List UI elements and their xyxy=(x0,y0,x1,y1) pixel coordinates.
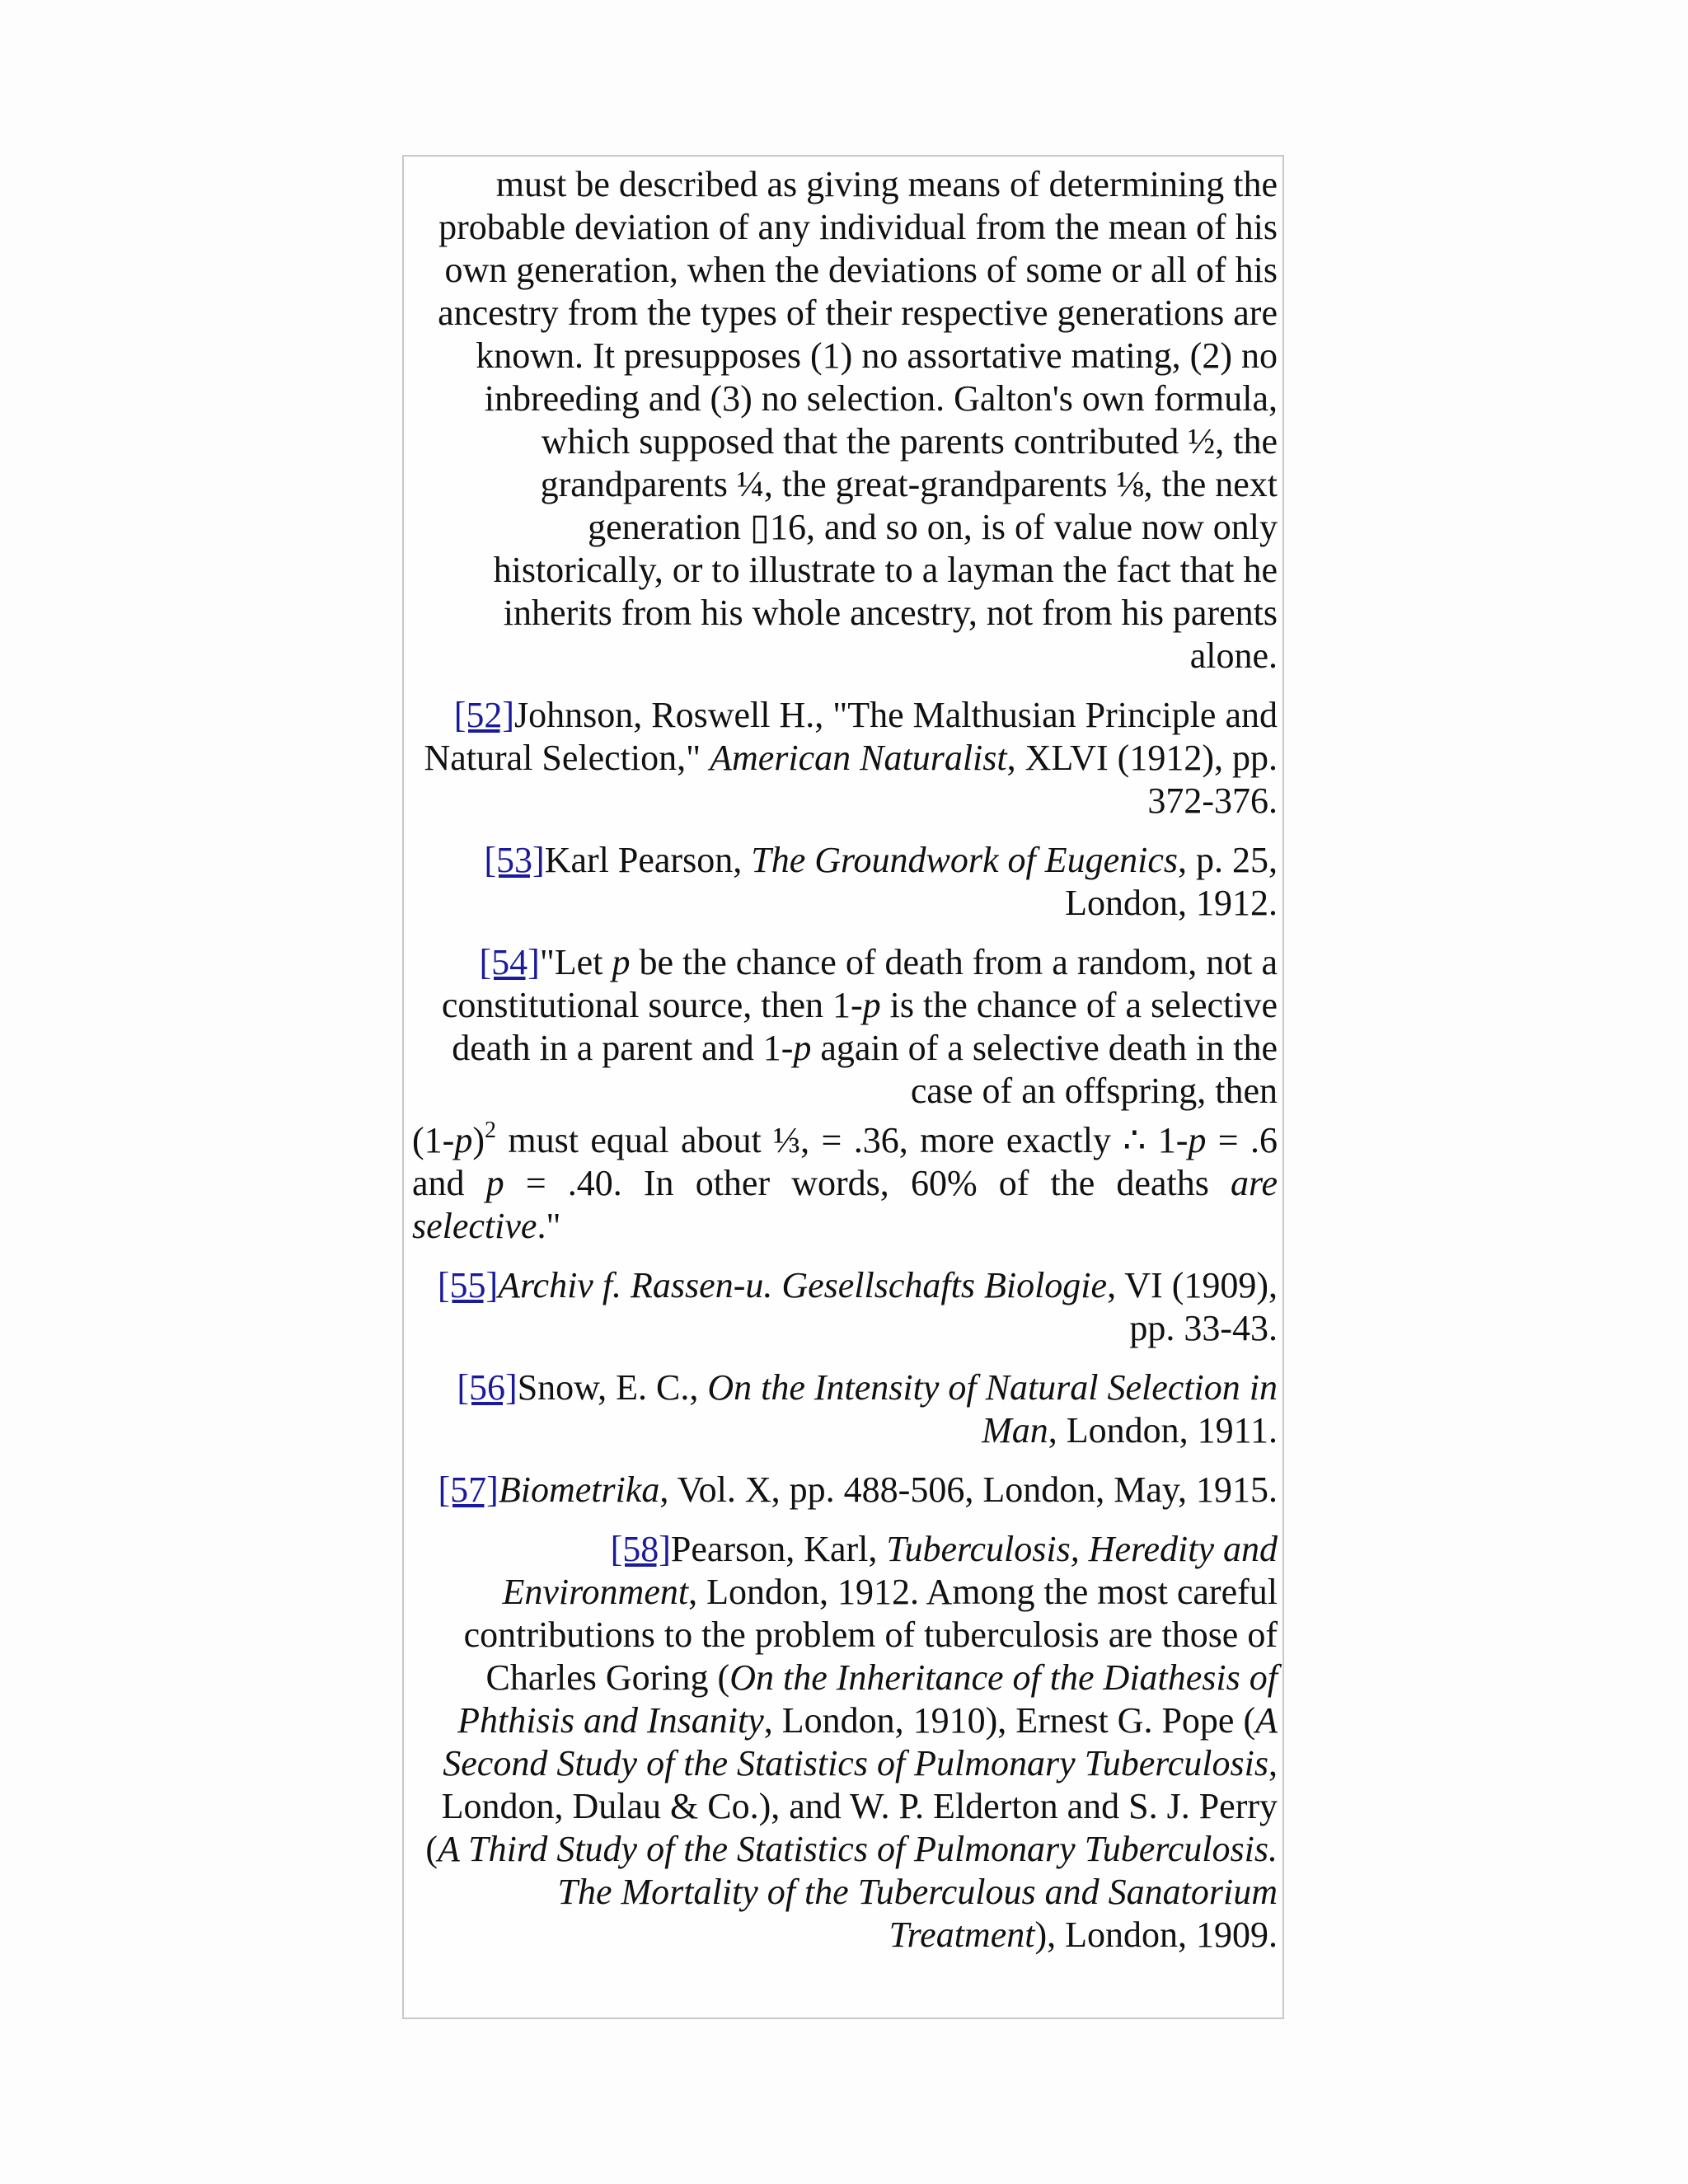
footnote-58-text-a: Pearson, Karl, xyxy=(670,1529,887,1569)
footnote-57 xyxy=(412,1469,1278,1511)
footnote-continuation xyxy=(412,163,1278,677)
equation-text-2: ) xyxy=(472,1120,485,1160)
footnote-continuation-text: must be described as giving means of determining the probable deviation of any individual from the mean of his own generation, when the deviations of some or all of his ancestry from the types of their respective generations are known. It presupposes (1) no assortative mating, (2) no inbreeding and (3) no selection. Galton's own formula, which supposed that the parents contributed ½, the grandparents ¼, the great-grandparents ⅛, the next generation ▯16, and so on, is of value now only historically, or to illustrate to a layman the fact that he inherits from his whole ancestry, not from his parents alone. xyxy=(438,164,1278,676)
footnote-55-text-c: , VI (1909), pp. 33-43. xyxy=(1107,1265,1278,1348)
footnote-52-text-c: , XLVI (1912), pp. 372-376. xyxy=(1006,738,1278,821)
footnote-58-title-pope: A Second Study of the Statistics of Pulmonary Tuberculosis xyxy=(443,1700,1278,1783)
footnote-54-text-a: "Let xyxy=(539,942,612,982)
footnote-link-56[interactable]: [56] xyxy=(457,1367,518,1408)
footnote-54-var-p2: p xyxy=(862,985,881,1025)
footnote-56 xyxy=(412,1366,1278,1452)
page-frame xyxy=(402,155,1284,2019)
equation-text-6: ." xyxy=(537,1206,561,1246)
footnote-54-equation xyxy=(412,1119,1278,1248)
equation-var-p3: p xyxy=(485,1163,504,1203)
equation-exponent: 2 xyxy=(484,1118,496,1143)
footnote-link-57[interactable]: [57] xyxy=(438,1469,499,1510)
footnote-54 xyxy=(412,941,1278,1113)
equation-text-5: = .40. In other words, 60% of the deaths xyxy=(504,1163,1231,1203)
footnote-58 xyxy=(412,1528,1278,1957)
footnote-52-text-a: Johnson, Roswell H., "The Malthusian Principle and Natural Selection," xyxy=(424,695,1278,778)
footnote-54-text-b: be the chance of death from a random, not a constitutional source, then 1- xyxy=(441,942,1278,1025)
equation-var-p2: p xyxy=(1188,1120,1207,1160)
footnote-54-text-c: is the chance of a selective death in a parent and 1- xyxy=(452,985,1278,1068)
footnote-54-var-p3: p xyxy=(793,1028,812,1068)
footnote-link-52[interactable]: [52] xyxy=(453,695,515,735)
footnote-54-text-d: again of a selective death in the case of an offspring, then xyxy=(811,1028,1278,1111)
footnote-55 xyxy=(412,1264,1278,1350)
footnote-58-text-g: , London, Dulau & Co.), and W. P. Elderton and S. J. Perry ( xyxy=(425,1743,1278,1869)
footnote-56-text-a: Snow, E. C., xyxy=(517,1367,708,1408)
footnote-58-title-goring: On the Inheritance of the Diathesis of Phthisis and Insanity xyxy=(457,1657,1278,1741)
footnote-53-title: The Groundwork of Eugenics xyxy=(751,840,1178,880)
equation-text-4: = .6 and xyxy=(412,1120,1278,1203)
footnote-54-var-p1: p xyxy=(612,942,631,982)
footnote-58-text-j: ), London, 1909. xyxy=(1034,1915,1278,1955)
footnote-56-title: On the Intensity of Natural Selection in Man xyxy=(707,1367,1278,1451)
footnote-link-55[interactable]: [55] xyxy=(437,1265,499,1305)
footnote-58-title-elderton: A Third Study of the Statistics of Pulmonary Tuberculosis. The Mortality of the Tuberculous and Sanatorium Treatment xyxy=(438,1829,1278,1955)
footnote-53-text-a: Karl Pearson, xyxy=(544,840,752,880)
equation-text-1: (1- xyxy=(412,1120,455,1160)
equation-text-3: must equal about ⅓, = .36, more exactly ∴ 1- xyxy=(495,1120,1189,1160)
footnote-58-title: Tuberculosis, Heredity and Environment xyxy=(502,1529,1278,1612)
equation-var-p: p xyxy=(454,1120,473,1160)
footnote-link-53[interactable]: [53] xyxy=(484,840,545,880)
footnote-52 xyxy=(412,694,1278,823)
footnote-57-text-c: , Vol. X, pp. 488-506, London, May, 1915. xyxy=(659,1469,1278,1510)
footnote-53-text-c: , p. 25, London, 1912. xyxy=(1065,840,1278,923)
footnote-52-title: American Naturalist xyxy=(710,738,1007,778)
footnote-57-title: Biometrika xyxy=(498,1469,660,1510)
footnote-56-text-c: , London, 1911. xyxy=(1048,1410,1278,1451)
footnote-58-text-e: , London, 1910), Ernest G. Pope ( xyxy=(763,1700,1256,1741)
footnote-link-58[interactable]: [58] xyxy=(610,1529,671,1569)
footnote-58-text-c: , London, 1912. Among the most careful contributions to the problem of tuberculosis are those of Charles Goring ( xyxy=(463,1572,1278,1698)
equation-emphasis: are selective xyxy=(412,1163,1278,1246)
footnote-link-54[interactable]: [54] xyxy=(479,942,540,982)
footnotes-content xyxy=(412,163,1278,1973)
footnote-53 xyxy=(412,839,1278,925)
footnote-55-title: Archiv f. Rassen-u. Gesellschafts Biologie xyxy=(498,1265,1108,1305)
